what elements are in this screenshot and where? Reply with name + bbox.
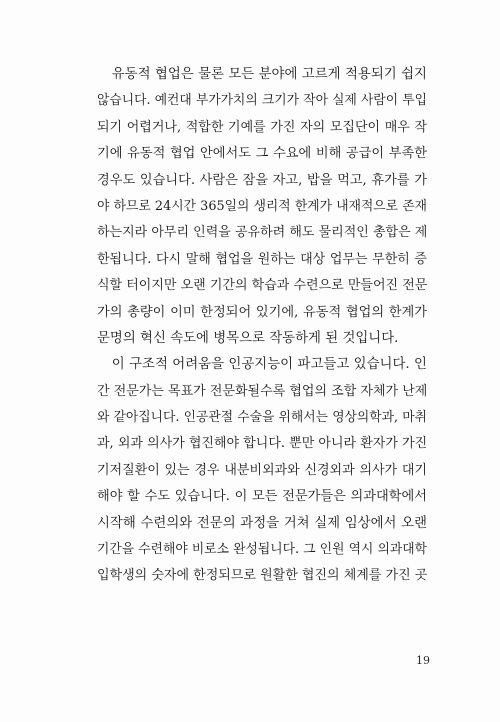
text-line: 유동적 협업은 물론 모든 분야에 고르게 적용되기 쉽지 (111, 67, 427, 82)
text-line: 식할 터이지만 오랜 기간의 학습과 수련으로 만들어진 전문 (97, 278, 427, 294)
text-line: 기에 유동적 협업 안에서도 그 수요에 비해 공급이 부족한 (97, 146, 427, 162)
text-line: 야 하므로 24시간 365일의 생리적 한계가 내재적으로 존재 (97, 198, 427, 214)
text-line: 문명의 혁신 속도에 병목으로 작동하게 된 것입니다. (97, 330, 399, 346)
text-line: 가의 총량이 이미 한정되어 있기에, 유동적 협업의 한계가 (97, 304, 427, 320)
paragraph-2 (97, 352, 427, 590)
text-line: 기저질환이 있는 경우 내분비외과와 신경외과 의사가 대기 (97, 462, 427, 478)
text-line: 기간을 수련해야 비로소 완성됩니다. 그 인원 역시 의과대학 (97, 542, 427, 558)
body-text (97, 62, 427, 590)
text-line: 와 같아집니다. 인공관절 수술을 위해서는 영상의학과, 마취 (97, 410, 427, 426)
text-line: 한됩니다. 다시 말해 협업을 원하는 대상 업무는 무한히 증 (97, 251, 427, 267)
text-line: 시작해 수련의와 전문의 과정을 거쳐 실제 임상에서 오랜 (97, 515, 427, 531)
text-line: 해야 할 수도 있습니다. 이 모든 전문가들은 의과대학에서 (97, 489, 427, 505)
text-line: 입학생의 숫자에 한정되므로 원활한 협진의 체계를 가진 곳 (97, 568, 427, 584)
text-line: 과, 외과 의사가 협진해야 합니다. 뿐만 아니라 환자가 가진 (97, 436, 427, 452)
text-line: 하는지라 아무리 인력을 공유하려 해도 물리적인 총합은 제 (97, 225, 427, 241)
text-line: 간 전문가는 목표가 전문화될수록 협업의 조합 자체가 난제 (97, 383, 427, 399)
paragraph-1 (97, 62, 427, 352)
page-number: 19 (416, 654, 430, 667)
text-line: 이 구조적 어려움을 인공지능이 파고들고 있습니다. 인 (111, 357, 427, 373)
text-line: 되기 어렵거나, 적합한 기예를 가진 자의 모집단이 매우 작 (97, 119, 427, 135)
text-line: 않습니다. 예컨대 부가가치의 크기가 작아 실제 사람이 투입 (97, 93, 427, 109)
text-line: 경우도 있습니다. 사람은 잠을 자고, 밥을 먹고, 휴가를 가 (97, 172, 427, 188)
